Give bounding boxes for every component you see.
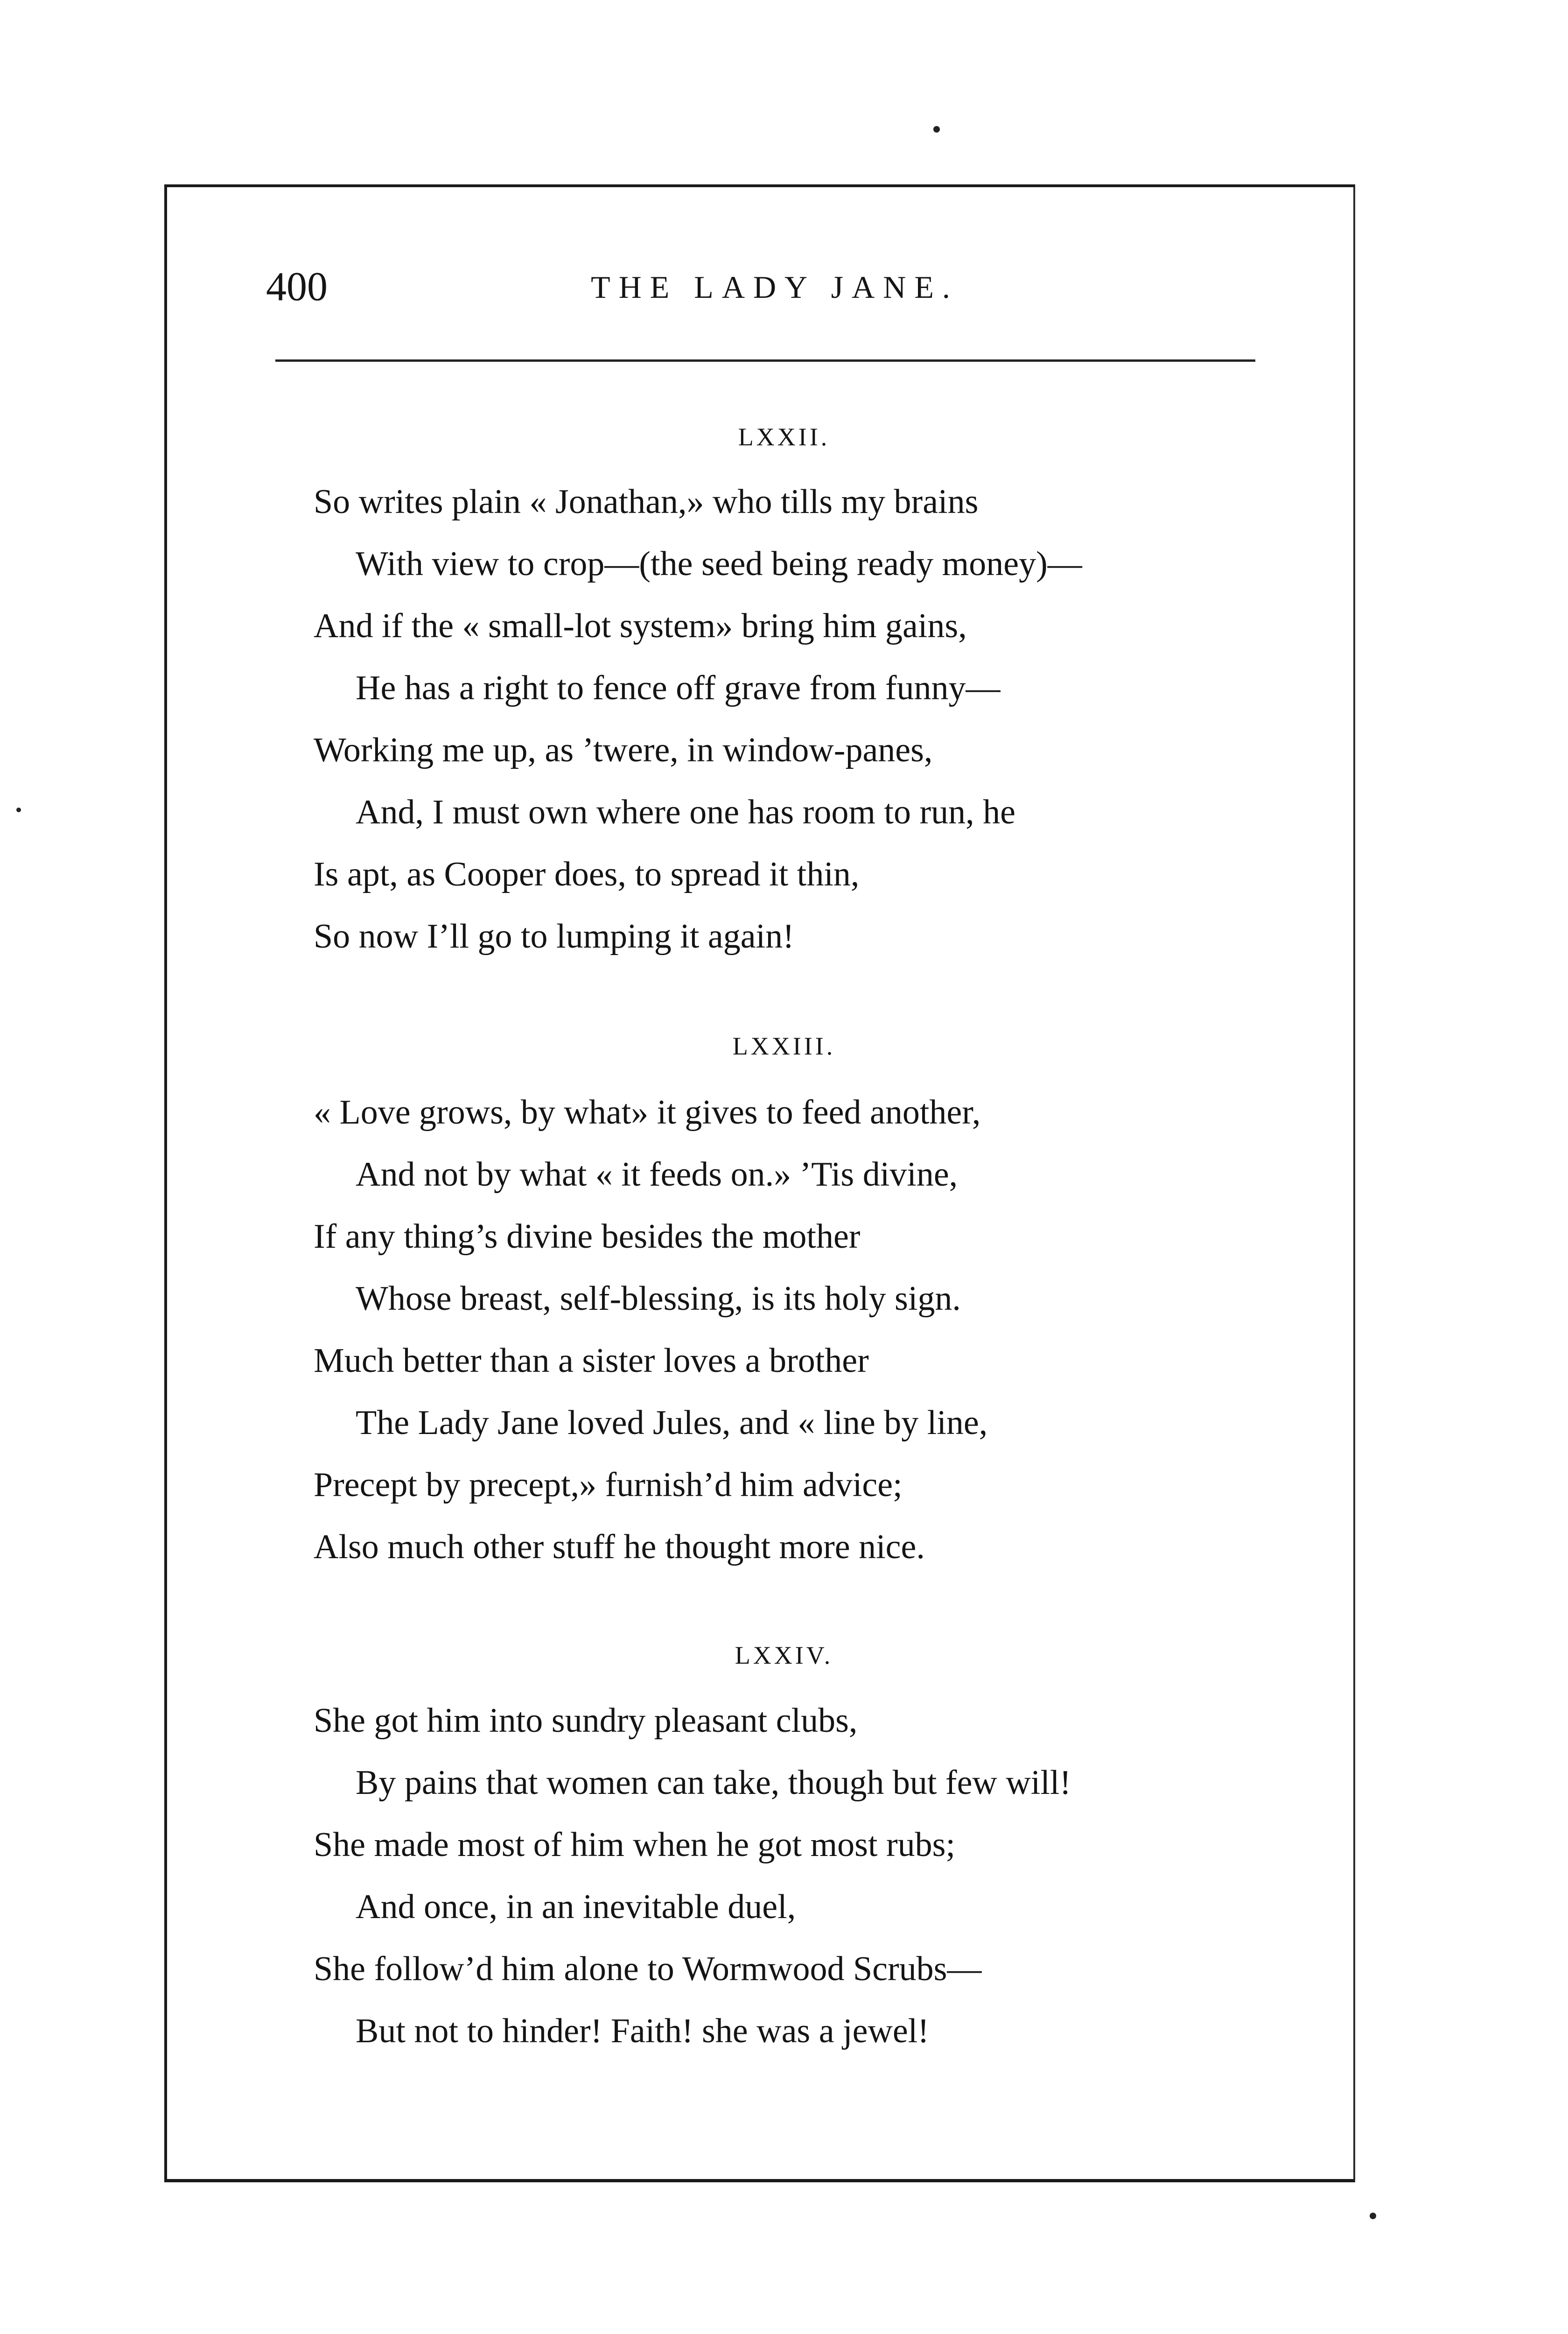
verse-line: So writes plain « Jonathan,» who tills my brains [314,483,979,521]
stanza-numeral: LXXIII. [732,1032,836,1060]
page-number: 400 [266,264,328,309]
ink-speck [933,126,940,133]
page-header [266,261,1283,313]
verse-line: And, I must own where one has room to run, he [356,793,1015,831]
verse-line: If any thing’s divine besides the mother [314,1217,861,1256]
verse-line: By pains that women can take, though but few will! [356,1764,1071,1802]
verse-line: She follow’d him alone to Wormwood Scrubs— [314,1950,982,1988]
verse-line: The Lady Jane loved Jules, and « line by line, [356,1404,988,1442]
verse-line: And once, in an inevitable duel, [356,1888,796,1926]
running-title: THE LADY JANE. [591,269,959,305]
verse-line: He has a right to fence off grave from funny— [356,669,1001,707]
header-rule [275,359,1255,362]
stanza-numeral: LXXII. [738,423,830,451]
verse-line: She made most of him when he got most rubs; [314,1826,956,1864]
verse-line: Whose breast, self-blessing, is its holy sign. [356,1279,961,1318]
verse-line: So now I’ll go to lumping it again! [314,917,794,956]
verse-line: And if the « small-lot system» bring him gains, [314,607,967,645]
ink-speck [1370,2213,1376,2219]
verse-line: Also much other stuff he thought more nice. [314,1528,925,1566]
verse-line: But not to hinder! Faith! she was a jewel! [356,2012,929,2050]
verse-line: She got him into sundry pleasant clubs, [314,1701,858,1740]
verse-line: Much better than a sister loves a brother [314,1342,869,1380]
stanza-numeral: LXXIV. [735,1641,833,1669]
verse-line: With view to crop—(the seed being ready money)— [356,545,1082,583]
verse-line: Precept by precept,» furnish’d him advice; [314,1466,903,1504]
ink-speck [16,808,21,812]
verse-line: Is apt, as Cooper does, to spread it thin, [314,855,860,893]
verse-line: And not by what « it feeds on.» ’Tis divine, [356,1155,958,1194]
verse-line: « Love grows, by what» it gives to feed another, [314,1093,981,1132]
verse-line: Working me up, as ’twere, in window-panes, [314,731,933,769]
